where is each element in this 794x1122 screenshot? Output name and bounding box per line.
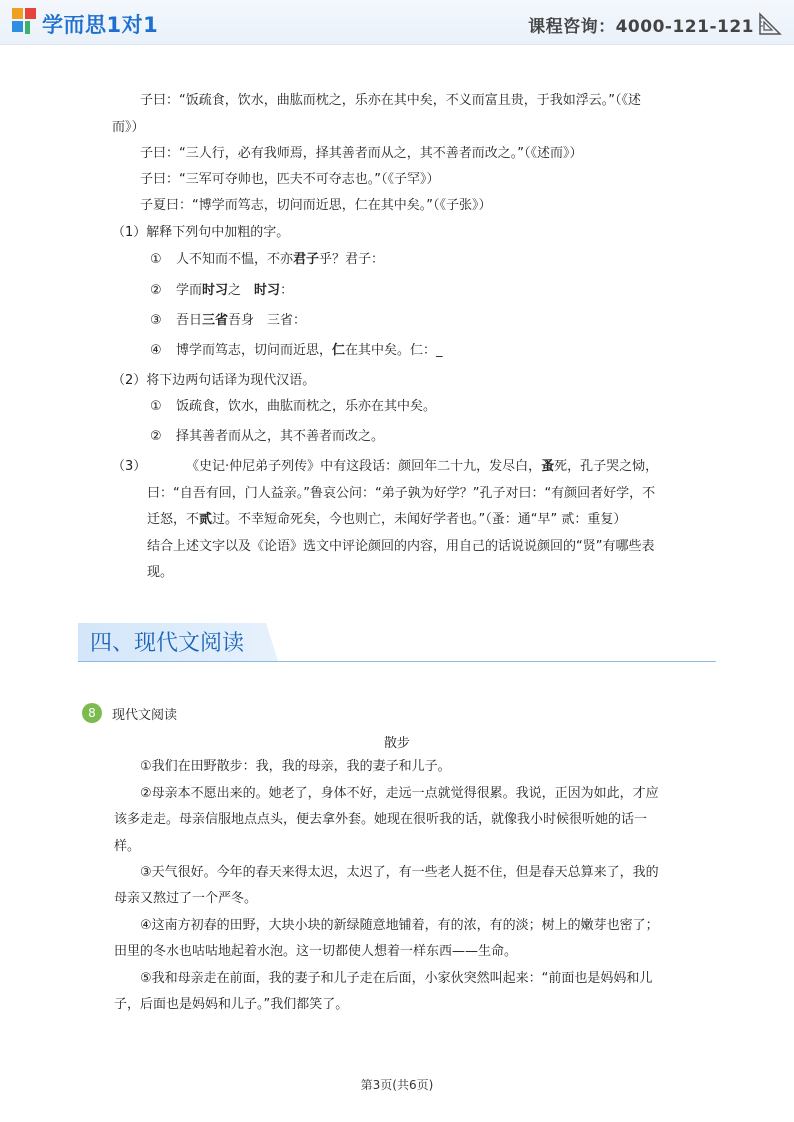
logo-icon: [12, 8, 36, 34]
question-1-item-4: ④ 博学而笃志，切问而近思，仁在其中矣。仁：_: [150, 343, 443, 358]
section-divider: [78, 661, 716, 662]
question-1-label: （1）解释下列句中加粗的字。: [112, 225, 290, 240]
question-1-item-3: ③ 吾日三省吾身 三省：: [150, 313, 307, 328]
question-3-line-1: 《史记·仲尼弟子列传》中有这段话：颜回年二十九，发尽白，蚤死，孔子哭之恸，: [186, 459, 659, 474]
set-square-icon: [758, 12, 782, 36]
essay-line: 该多走走。母亲信服地点点头，便去拿外套。她现在很听我的话，就像我小时候很听她的话一: [114, 812, 648, 827]
essay-title: 散步: [383, 736, 410, 751]
page-number: 第3页(共6页): [360, 1078, 434, 1092]
essay-line: 田里的冬水也咕咕地起着水泡。这一切都使人想着一样东西——生命。: [114, 944, 518, 959]
question-2-label: （2）将下边两句话译为现代汉语。: [112, 373, 316, 388]
essay-line: 样。: [114, 839, 141, 854]
hotline-text: 课程咨询：4000-121-121: [528, 17, 754, 37]
question-2-item-1: ① 饭疏食，饮水，曲肱而枕之，乐亦在其中矣。: [150, 399, 437, 414]
quote-4: 子夏曰：“博学而笃志，切问而近思，仁在其中矣。”（《子张》）: [140, 198, 492, 213]
question-number-badge: 8: [82, 703, 102, 723]
essay-line: ④这南方初春的田野，大块小块的新绿随意地铺着，有的浓，有的淡；树上的嫩芽也密了；: [140, 918, 659, 933]
logo-text: 学而思1对1: [42, 13, 159, 37]
page-header: [0, 0, 794, 45]
question-3-line-3: 迁怒，不贰过。不幸短命死矣，今也则亡，未闻好学者也。”（蚤：通“早” 贰：重复）: [147, 512, 627, 527]
question-2-item-2: ② 择其善者而从之，其不善者而改之。: [150, 429, 385, 444]
essay-line: ⑤我和母亲走在前面，我的妻子和儿子走在后面，小家伙突然叫起来：“前面也是妈妈和儿: [140, 971, 653, 986]
quote-2: 子曰：“三人行，必有我师焉，择其善者而从之，其不善者而改之。”（《述而》）: [140, 146, 583, 161]
question-1-item-2: ② 学而时习之 时习：: [150, 283, 294, 298]
essay-line: 母亲又熬过了一个严冬。: [114, 891, 258, 906]
essay-line: ①我们在田野散步：我，我的母亲，我的妻子和儿子。: [140, 759, 451, 774]
essay-line: ②母亲本不愿出来的。她老了，身体不好，走远一点就觉得很累。我说，正因为如此，才应: [140, 786, 659, 801]
quote-1a: 子曰：“饭疏食，饮水，曲肱而枕之，乐亦在其中矣，不义而富且贵，于我如浮云。”（《述: [140, 93, 641, 108]
section-title: 四、现代文阅读: [90, 631, 245, 656]
essay-line: ③天气很好。今年的春天来得太迟，太迟了，有一些老人挺不住，但是春天总算来了，我的: [140, 865, 659, 880]
question-1-item-1: ① 人不知而不愠，不亦君子乎？君子：: [150, 252, 385, 267]
question-3-line-5: 现。: [147, 565, 174, 580]
quote-1b: 而》）: [112, 120, 145, 135]
question-3-line-2: 曰：“自吾有回，门人益亲。”鲁哀公问：“弟子孰为好学？”孔子对曰：“有颜回者好学，不: [147, 486, 656, 501]
essay-line: 子，后面也是妈妈和儿子。”我们都笑了。: [114, 997, 349, 1012]
question-label: 现代文阅读: [112, 708, 178, 723]
question-3-line-4: 结合上述文字以及《论语》选文中评论颜回的内容，用自己的话说说颜回的“贤”有哪些表: [147, 539, 655, 554]
quote-3: 子曰：“三军可夺帅也，匹夫不可夺志也。”（《子罕》）: [140, 172, 440, 187]
question-3-label: （3）: [112, 459, 147, 474]
